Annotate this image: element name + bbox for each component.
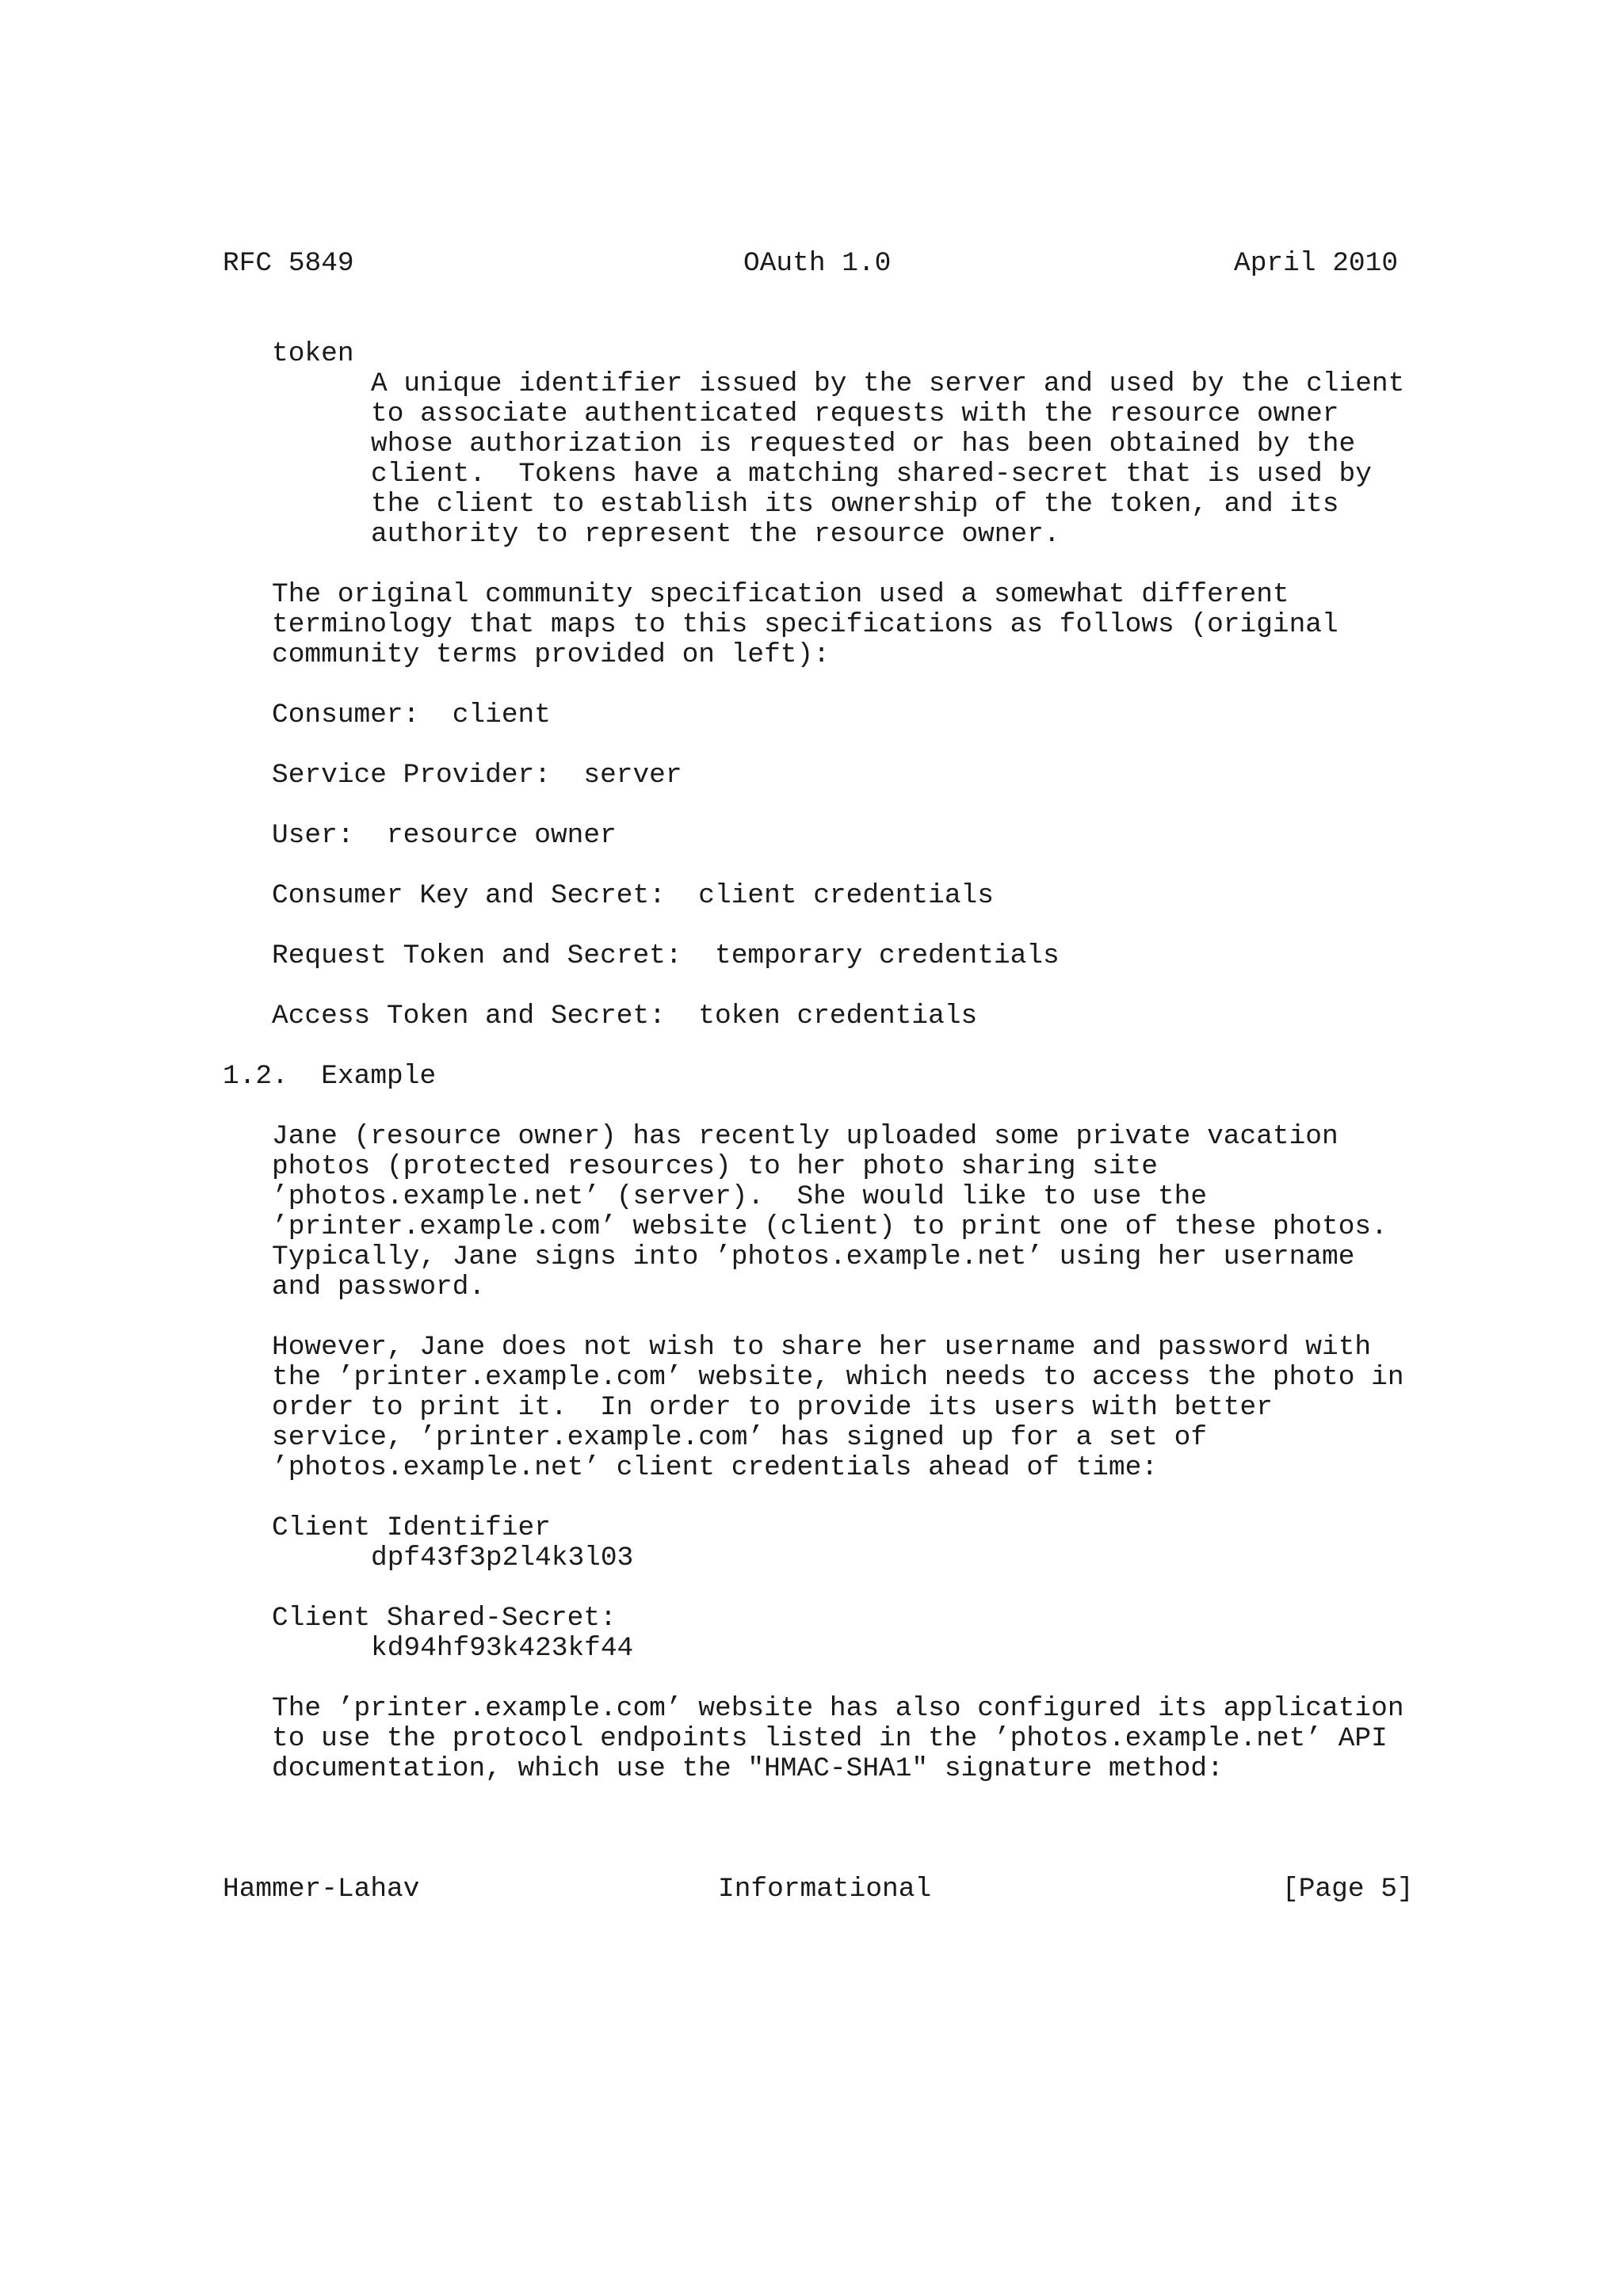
- footer-category: Informational: [718, 1874, 932, 1905]
- definition-line: to associate authenticated requests with the resource owner: [371, 399, 1339, 429]
- client-secret-value: kd94hf93k423kf44: [371, 1633, 634, 1664]
- header-date: April 2010: [1234, 248, 1399, 279]
- header-rfc-number: RFC 5849: [223, 248, 354, 279]
- paragraph-line: ’printer.example.com’ website (client) to print one of these photos.: [272, 1211, 1388, 1242]
- definition-line: whose authorization is requested or has been obtained by the: [371, 429, 1356, 460]
- paragraph-line: service, ’printer.example.com’ has signed up for a set of: [272, 1422, 1208, 1453]
- client-secret-label: Client Shared-Secret:: [272, 1603, 617, 1634]
- definition-line: client. Tokens have a matching shared-secret that is used by: [371, 459, 1372, 490]
- term-mapping: User: resource owner: [272, 820, 617, 851]
- paragraph-line: However, Jane does not wish to share her username and password with: [272, 1332, 1372, 1363]
- term-mapping: Service Provider: server: [272, 760, 682, 791]
- term-mapping: Consumer Key and Secret: client credentials: [272, 880, 994, 911]
- paragraph-line: order to print it. In order to provide its users with better: [272, 1392, 1273, 1423]
- paragraph-line: terminology that maps to this specifications as follows (original: [272, 609, 1338, 640]
- footer-author: Hammer-Lahav: [223, 1874, 420, 1905]
- paragraph-line: documentation, which use the "HMAC-SHA1" signature method:: [272, 1753, 1224, 1784]
- term-mapping: Request Token and Secret: temporary credentials: [272, 940, 1060, 971]
- paragraph-line: photos (protected resources) to her photo sharing site: [272, 1151, 1158, 1182]
- definition-line: authority to represent the resource owner.: [371, 519, 1060, 550]
- paragraph-line: and password.: [272, 1272, 486, 1302]
- section-heading: 1.2. Example: [223, 1061, 437, 1092]
- paragraph-line: The original community specification used a somewhat different: [272, 579, 1289, 610]
- footer-page-number: [Page 5]: [1282, 1874, 1414, 1905]
- paragraph-line: Typically, Jane signs into ’photos.example.net’ using her username: [272, 1241, 1355, 1272]
- definition-term: token: [272, 338, 354, 369]
- paragraph-line: ’photos.example.net’ (server). She would like to use the: [272, 1181, 1208, 1212]
- paragraph-line: community terms provided on left):: [272, 639, 830, 670]
- paragraph-line: to use the protocol endpoints listed in the ’photos.example.net’ API: [272, 1723, 1388, 1754]
- term-mapping: Access Token and Secret: token credentials: [272, 1001, 978, 1032]
- paragraph-line: The ’printer.example.com’ website has also configured its application: [272, 1693, 1404, 1724]
- header-title: OAuth 1.0: [743, 248, 892, 279]
- client-identifier-value: dpf43f3p2l4k3l03: [371, 1543, 634, 1573]
- paragraph-line: ’photos.example.net’ client credentials ahead of time:: [272, 1452, 1158, 1483]
- paragraph-line: Jane (resource owner) has recently uploaded some private vacation: [272, 1121, 1338, 1152]
- client-identifier-label: Client Identifier: [272, 1512, 551, 1543]
- definition-line: A unique identifier issued by the server and used by the client: [371, 368, 1405, 399]
- paragraph-line: the ’printer.example.com’ website, which needs to access the photo in: [272, 1362, 1404, 1393]
- definition-line: the client to establish its ownership of the token, and its: [371, 489, 1339, 520]
- term-mapping: Consumer: client: [272, 700, 551, 730]
